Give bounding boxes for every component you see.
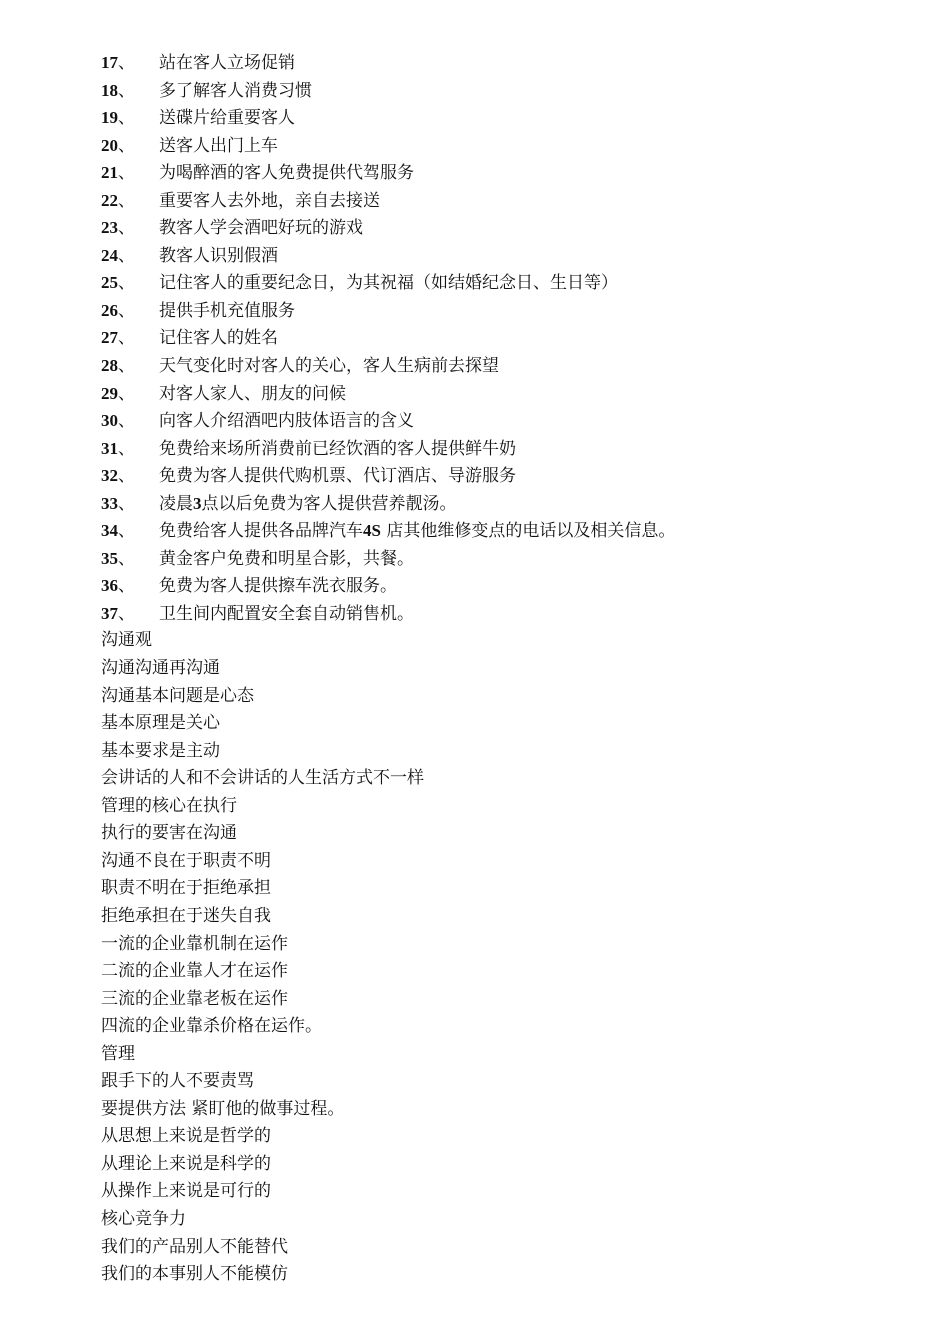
item-text <box>159 191 380 211</box>
item-text-part: 店其他维修变点的电话以及相关信息。 <box>380 521 676 542</box>
item-number <box>101 572 159 600</box>
item-number-separator: 、 <box>118 328 135 348</box>
item-number-separator: 、 <box>118 521 135 541</box>
text-line: 跟手下的人不要责骂 <box>101 1071 254 1092</box>
item-text-part: 教客人识别假酒 <box>159 245 278 266</box>
list-item <box>101 77 921 105</box>
item-number <box>101 187 159 215</box>
list-item <box>101 104 921 132</box>
item-text-part: 天气变化时对客人的关心，客人生病前去探望 <box>159 356 499 377</box>
item-number <box>101 104 159 132</box>
item-number-digits: 36 <box>101 576 118 596</box>
text-line: 沟通沟通再沟通 <box>101 658 220 679</box>
item-text <box>159 246 278 266</box>
item-text-part: 送客人出门上车 <box>159 135 278 156</box>
item-number-digits: 25 <box>101 273 118 293</box>
list-item <box>101 572 921 600</box>
list-item <box>101 352 921 380</box>
item-number-digits: 28 <box>101 356 118 376</box>
item-text <box>159 521 675 541</box>
list-item <box>101 49 921 77</box>
item-number-digits: 34 <box>101 521 118 541</box>
item-number <box>101 545 159 573</box>
list-item <box>101 600 921 628</box>
text-line: 从思想上来说是哲学的 <box>101 1126 271 1147</box>
item-text-part: 免费给来场所消费前已经饮酒的客人提供鲜牛奶 <box>159 438 516 459</box>
text-line: 要提供方法 紧盯他的做事过程。 <box>101 1098 345 1119</box>
item-text-part: 为喝醉酒的客人免费提供代驾服务 <box>159 163 414 184</box>
item-text-part: 重要客人去外地，亲自去接送 <box>159 190 380 211</box>
text-line: 三流的企业靠老板在运作 <box>101 988 288 1009</box>
item-number-separator: 、 <box>118 356 135 376</box>
item-number-digits: 17 <box>101 53 118 72</box>
list-item <box>101 187 921 215</box>
text-line: 基本要求是主动 <box>101 740 220 761</box>
list-item <box>101 214 921 242</box>
item-text-part: 教客人学会酒吧好玩的游戏 <box>159 218 363 239</box>
item-text-part: 免费为客人提供代购机票、代订酒店、导游服务 <box>159 466 516 487</box>
item-number-separator: 、 <box>118 135 135 155</box>
text-line: 沟通观 <box>101 630 152 651</box>
list-item <box>101 462 921 490</box>
item-text-part: 对客人家人、朋友的问候 <box>159 383 346 404</box>
item-text <box>159 108 295 128</box>
item-text-part: 卫生间内配置安全套自动销售机。 <box>159 603 414 624</box>
item-number-separator: 、 <box>118 466 135 486</box>
item-number-digits: 18 <box>101 80 118 100</box>
item-number <box>101 435 159 463</box>
item-number-separator: 、 <box>118 383 135 403</box>
text-line: 管理的核心在执行 <box>101 795 237 816</box>
list-item <box>101 242 921 270</box>
text-line: 四流的企业靠杀价格在运作。 <box>101 1016 322 1037</box>
item-number <box>101 49 159 77</box>
item-number <box>101 462 159 490</box>
item-text <box>159 53 295 73</box>
list-item <box>101 132 921 160</box>
item-number <box>101 242 159 270</box>
text-line: 一流的企业靠机制在运作 <box>101 933 288 954</box>
text-line: 管理 <box>101 1043 135 1064</box>
item-number-digits: 33 <box>101 493 118 513</box>
item-text-bold-part: 4S <box>363 521 381 541</box>
item-text <box>159 328 278 348</box>
item-text-part: 送碟片给重要客人 <box>159 108 295 129</box>
item-text <box>159 576 397 596</box>
item-text-part: 记住客人的重要纪念日，为其祝福（如结婚纪念日、生日等） <box>159 273 618 294</box>
item-text <box>159 549 414 569</box>
list-item <box>101 545 921 573</box>
item-number-separator: 、 <box>118 245 135 265</box>
text-line: 会讲话的人和不会讲话的人生活方式不一样 <box>101 768 424 789</box>
item-text <box>159 81 312 101</box>
item-number-digits: 21 <box>101 163 118 183</box>
list-item <box>101 435 921 463</box>
item-number <box>101 490 159 518</box>
text-line: 核心竞争力 <box>101 1208 186 1229</box>
text-line: 拒绝承担在于迷失自我 <box>101 905 271 926</box>
list-item <box>101 297 921 325</box>
text-line: 二流的企业靠人才在运作 <box>101 961 288 982</box>
item-text <box>159 384 346 404</box>
numbered-service-list <box>101 49 921 627</box>
text-line: 职责不明在于拒绝承担 <box>101 878 271 899</box>
item-number <box>101 324 159 352</box>
item-number-separator: 、 <box>118 53 135 72</box>
item-number-digits: 23 <box>101 218 118 238</box>
item-number-digits: 26 <box>101 300 118 320</box>
item-text-part: 记住客人的姓名 <box>159 328 278 349</box>
list-item <box>101 324 921 352</box>
item-text-part: 免费给客人提供各品牌汽车 <box>159 521 363 542</box>
item-text-part: 黄金客户免费和明星合影，共餐。 <box>159 548 414 569</box>
item-number-separator: 、 <box>118 80 135 100</box>
text-line: 沟通基本问题是心态 <box>101 685 254 706</box>
item-number-separator: 、 <box>118 273 135 293</box>
list-item <box>101 490 921 518</box>
item-number <box>101 600 159 628</box>
item-number <box>101 159 159 187</box>
item-number-separator: 、 <box>118 163 135 183</box>
item-number-separator: 、 <box>118 218 135 238</box>
item-text-part: 免费为客人提供擦车洗衣服务。 <box>159 576 397 597</box>
item-number-separator: 、 <box>118 603 135 623</box>
item-number-digits: 19 <box>101 108 118 128</box>
item-text-part: 点以后免费为客人提供营养靓汤。 <box>201 493 457 514</box>
item-number <box>101 297 159 325</box>
item-number-digits: 20 <box>101 135 118 155</box>
item-text <box>159 356 499 376</box>
item-number <box>101 77 159 105</box>
item-number-separator: 、 <box>118 438 135 458</box>
item-number <box>101 132 159 160</box>
item-number-digits: 31 <box>101 438 118 458</box>
item-number <box>101 214 159 242</box>
list-item <box>101 159 921 187</box>
item-number-separator: 、 <box>118 300 135 320</box>
item-text-part: 多了解客人消费习惯 <box>159 80 312 101</box>
item-number-separator: 、 <box>118 108 135 128</box>
item-number-digits: 32 <box>101 466 118 486</box>
item-number <box>101 269 159 297</box>
text-line: 执行的要害在沟通 <box>101 823 237 844</box>
text-line: 基本原理是关心 <box>101 713 220 734</box>
item-number-digits: 37 <box>101 603 118 623</box>
text-line: 从理论上来说是科学的 <box>101 1153 271 1174</box>
item-number-digits: 24 <box>101 245 118 265</box>
list-item <box>101 517 921 545</box>
item-text <box>159 494 457 514</box>
item-text-part: 向客人介绍酒吧内肢体语言的含义 <box>159 411 414 432</box>
item-text <box>159 218 363 238</box>
item-number-separator: 、 <box>118 548 135 568</box>
document-body <box>101 49 921 1289</box>
item-text-part: 凌晨 <box>159 493 193 514</box>
text-line: 我们的产品别人不能替代 <box>101 1236 288 1257</box>
item-number <box>101 517 159 545</box>
item-number-digits: 22 <box>101 190 118 210</box>
item-number-digits: 30 <box>101 411 118 431</box>
item-number-digits: 27 <box>101 328 118 348</box>
item-text <box>159 163 414 183</box>
item-text-bold-part: 3 <box>193 493 202 513</box>
item-text <box>159 466 516 486</box>
item-number <box>101 407 159 435</box>
list-item <box>101 380 921 408</box>
item-text <box>159 301 295 321</box>
item-text-part: 提供手机充值服务 <box>159 300 295 321</box>
item-number <box>101 352 159 380</box>
text-line: 沟通不良在于职责不明 <box>101 850 271 871</box>
list-item <box>101 407 921 435</box>
list-item <box>101 269 921 297</box>
text-line: 我们的本事别人不能模仿 <box>101 1264 288 1285</box>
item-text <box>159 411 414 431</box>
item-number-separator: 、 <box>118 411 135 431</box>
item-text <box>159 273 618 293</box>
item-number-separator: 、 <box>118 576 135 596</box>
item-number-digits: 35 <box>101 548 118 568</box>
item-number <box>101 380 159 408</box>
item-number-digits: 29 <box>101 383 118 403</box>
item-text <box>159 604 414 624</box>
item-text <box>159 136 278 156</box>
item-number-separator: 、 <box>118 493 135 513</box>
item-number-separator: 、 <box>118 190 135 210</box>
item-text-part: 站在客人立场促销 <box>159 53 295 73</box>
text-line: 从操作上来说是可行的 <box>101 1181 271 1202</box>
management-notes <box>101 627 921 1288</box>
item-text <box>159 439 516 459</box>
